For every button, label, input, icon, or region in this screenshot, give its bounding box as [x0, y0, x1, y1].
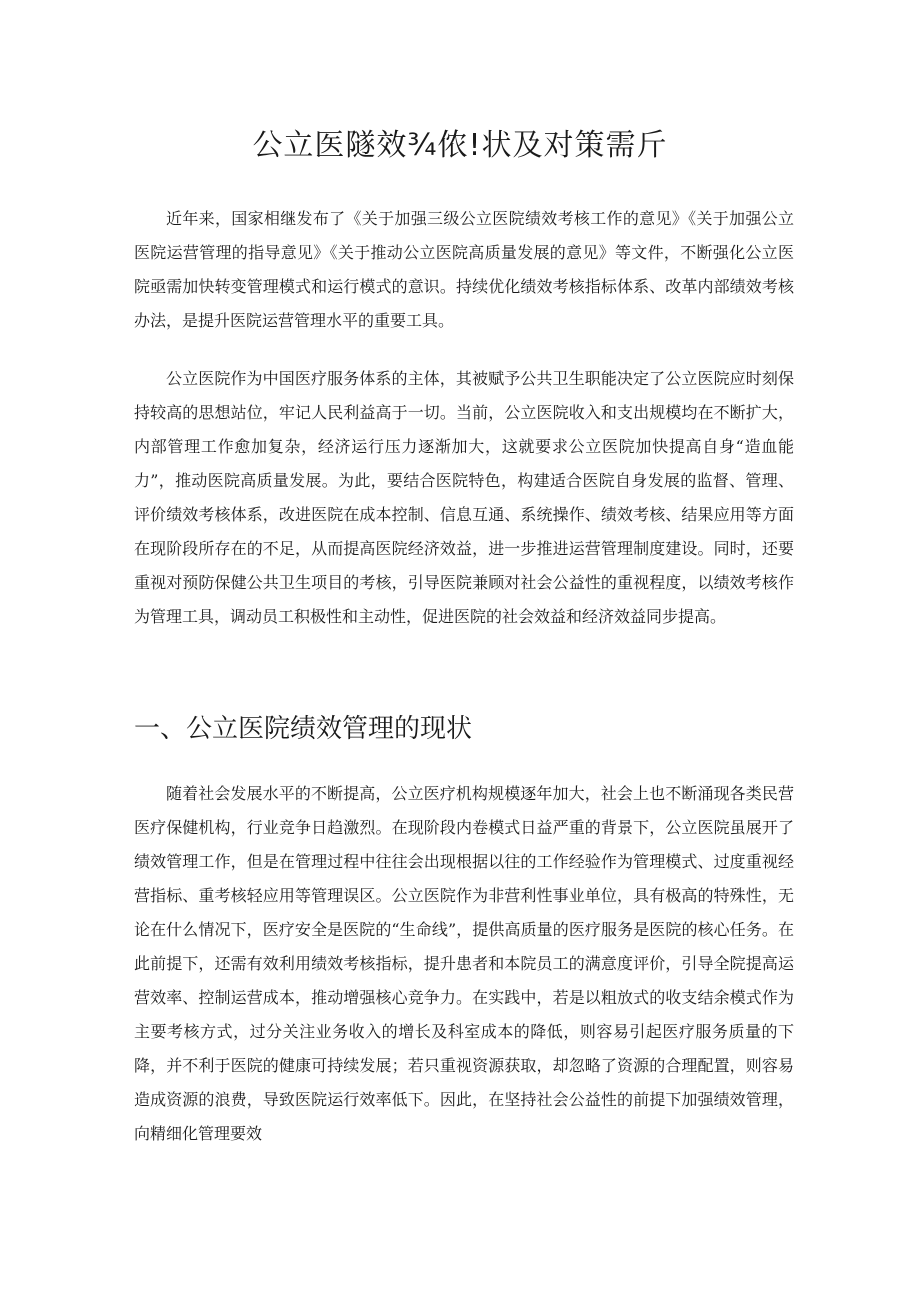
section-1-paragraph: 随着社会发展水平的不断提高，公立医疗机构规模逐年加大，社会上也不断涌现各类民营医疗保健机构，行业竞争日趋激烈。在现阶段内卷模式日益严重的背景下，公立医院虽展开了绩效管理工作，但是在管理过程中往往会出现根据以往的工作经验作为管理模式、过度重视经营指标、重考核轻应用等管理误区。公立医院作为非营利性事业单位，具有极高的特殊性，无论在什么情况下，医疗安全是医院的“生命线”，提供高质量的医疗服务是医院的核心任务。在此前提下，还需有效利用绩效考核指标，提升患者和本院员工的满意度评价，引导全院提高运营效率、控制运营成本，推动增强核心竞争力。在实践中，若是以粗放式的收支结余模式作为主要考核方式，过分关注业务收入的增长及科室成本的降低，则容易引起医疗服务质量的下降，并不利于医院的健康可持续发展；若只重视资源获取，却忽略了资源的合理配置，则容易造成资源的浪费，导致医院运行效率低下。因此，在坚持社会公益性的前提下加强绩效管理，向精细化管理要效: [134, 784, 794, 1143]
intro-paragraph-1: 近年来，国家相继发布了《关于加强三级公立医院绩效考核工作的意见》《关于加强公立医院运营管理的指导意见》《关于推动公立医院高质量发展的意见》等文件，不断强化公立医院亟需加快转变管理模式和运行模式的意识。持续优化绩效考核指标体系、改革内部绩效考核办法，是提升医院运营管理水平的重要工具。: [134, 209, 794, 330]
section-heading-1: 一、公立医院绩效管理的现状: [134, 714, 473, 744]
document-title: 公立医隧效¾侬!状及对策需斤: [252, 128, 668, 163]
intro-paragraph-2: 公立医院作为中国医疗服务体系的主体，其被赋予公共卫生职能决定了公立医院应时刻保持较高的思想站位，牢记人民利益高于一切。当前，公立医院收入和支出规模均在不断扩大，内部管理工作愈加复杂，经济运行压力逐渐加大，这就要求公立医院加快提高自身“造血能力”，推动医院高质量发展。为此，要结合医院特色，构建适合医院自身发展的监督、管理、评价绩效考核体系，改进医院在成本控制、信息互通、系统操作、绩效考核、结果应用等方面在现阶段所存在的不足，从而提高医院经济效益，进一步推进运营管理制度建设。同时，还要重视对预防保健公共卫生项目的考核，引导医院兼顾对社会公益性的重视程度，以绩效考核作为管理工具，调动员工积极性和主动性，促进医院的社会效益和经济效益同步提高。: [134, 369, 794, 626]
